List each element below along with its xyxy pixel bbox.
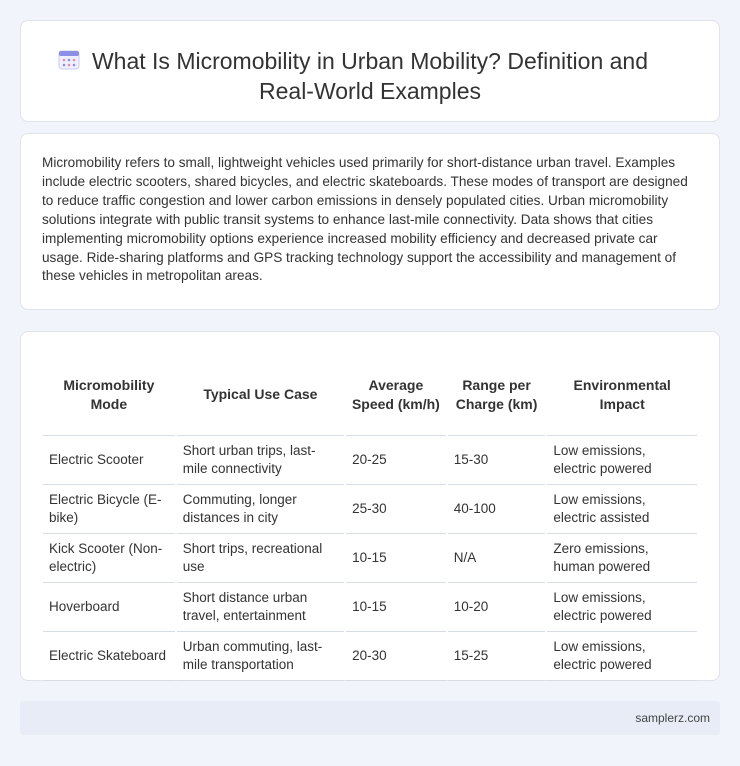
- table-cell: Low emissions, electric assisted: [547, 485, 697, 534]
- table-cell: 15-30: [448, 436, 546, 485]
- page-title-line-1: What Is Micromobility in Urban Mobility? Definition and: [91, 48, 649, 74]
- table-cell: Short trips, recreational use: [177, 534, 344, 583]
- table-cell: N/A: [448, 534, 546, 583]
- table-cell: 25-30: [346, 485, 446, 534]
- description-text: Micromobility refers to small, lightweight vehicles used primarily for short-distance urban travel. Examples include electric scooters, shared bicycles, and electric skateboards. These modes of transport are designed to reduce traffic congestion and lower carbon emissions in densely populated cities. Urban micromobility solutions integrate with public transit systems to enhance last-mile connectivity. Data shows that cities implementing micromobility options experience increased mobility efficiency and decreased private car usage. Ride-sharing platforms and GPS tracking technology support the accessibility and management of these vehicles in metropolitan areas.: [42, 155, 688, 284]
- table-cell: Hoverboard: [43, 583, 175, 632]
- description-card: [20, 133, 720, 310]
- table-cell: Low emissions, electric powered: [547, 632, 697, 681]
- table-cell: Kick Scooter (Non-electric): [43, 534, 175, 583]
- table-cell: 10-20: [448, 583, 546, 632]
- table-cell: Electric Skateboard: [43, 632, 175, 681]
- table-cell: 20-25: [346, 436, 446, 485]
- table-cell: 15-25: [448, 632, 546, 681]
- table-header-row: [43, 354, 697, 436]
- footer: [20, 701, 720, 735]
- table-row: [43, 534, 697, 583]
- table-cell: Low emissions, electric powered: [547, 436, 697, 485]
- footer-site-link[interactable]: samplerz.com: [635, 711, 710, 725]
- column-header: Micromobility Mode: [43, 354, 175, 436]
- table-cell: Electric Bicycle (E-bike): [43, 485, 175, 534]
- column-header: Range per Charge (km): [448, 354, 546, 436]
- column-header: Environmental Impact: [547, 354, 697, 436]
- table-cell: Zero emissions, human powered: [547, 534, 697, 583]
- table-cell: Short urban trips, last-mile connectivity: [177, 436, 344, 485]
- column-header: Average Speed (km/h): [346, 354, 446, 436]
- table-cell: Electric Scooter: [43, 436, 175, 485]
- table-cell: Urban commuting, last-mile transportation: [177, 632, 344, 681]
- page-title-line-2: Real-World Examples: [259, 78, 481, 104]
- table-cell: Low emissions, electric powered: [547, 583, 697, 632]
- column-header: Typical Use Case: [177, 354, 344, 436]
- table-cell: 40-100: [448, 485, 546, 534]
- page-title: [21, 46, 719, 106]
- table-cell: 20-30: [346, 632, 446, 681]
- table-row: [43, 485, 697, 534]
- table-card: [20, 331, 720, 681]
- micromobility-table: [41, 354, 699, 681]
- table-cell: 10-15: [346, 583, 446, 632]
- table-row: [43, 436, 697, 485]
- title-card: [20, 20, 720, 122]
- table-cell: Commuting, longer distances in city: [177, 485, 344, 534]
- table-cell: Short distance urban travel, entertainment: [177, 583, 344, 632]
- table-row: [43, 632, 697, 681]
- table-row: [43, 583, 697, 632]
- table-cell: 10-15: [346, 534, 446, 583]
